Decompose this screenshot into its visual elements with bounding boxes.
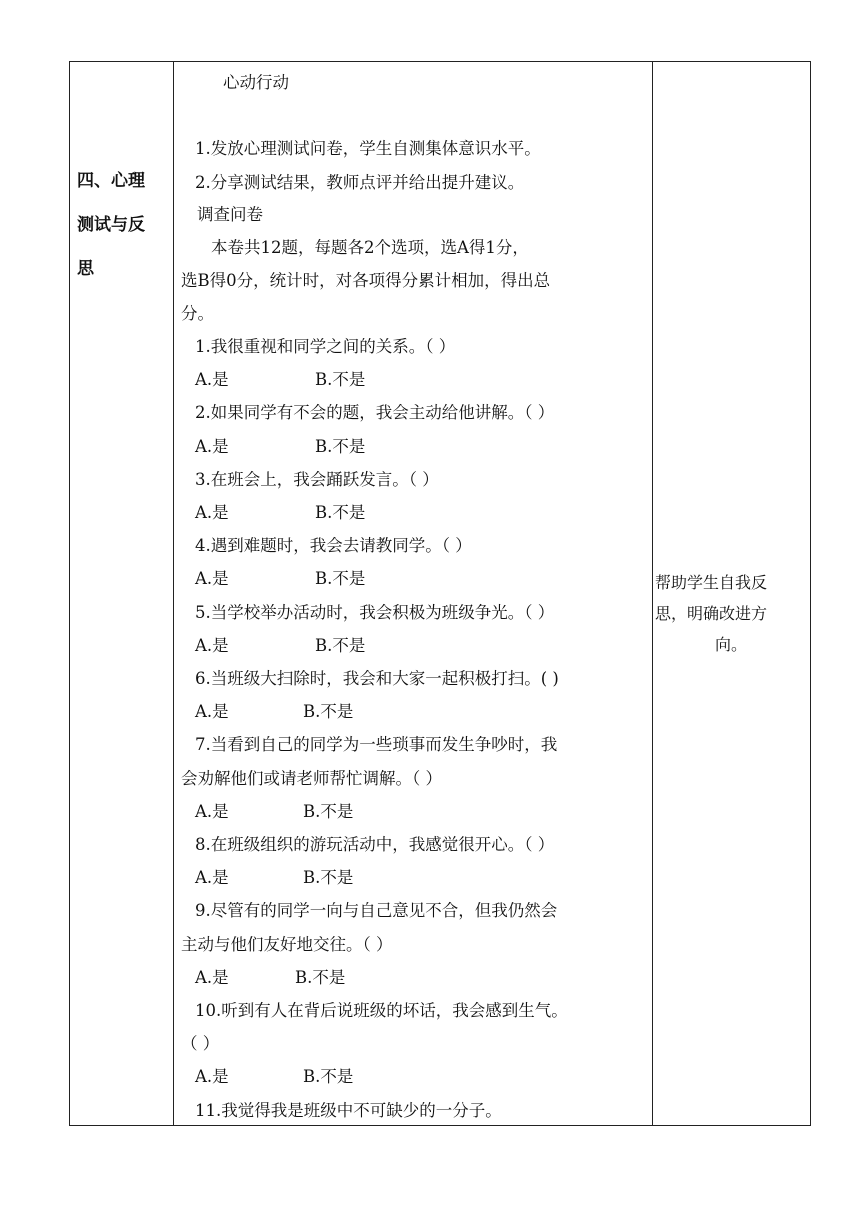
question-text: 11.我觉得我是班级中不可缺少的一分子。 bbox=[195, 1101, 502, 1120]
question-text: 6.当班级大扫除时，我会和大家一起积极打扫。( ) bbox=[195, 669, 559, 688]
question-text: 8.在班级组织的游玩活动中，我感觉很开心。（ ） bbox=[195, 835, 555, 854]
option-a: A.是 bbox=[195, 868, 229, 887]
lesson-plan-table bbox=[69, 61, 811, 1126]
table-border-right bbox=[810, 61, 811, 1126]
phase-title-cell bbox=[77, 159, 169, 291]
question-text: 4.遇到难题时，我会去请教同学。（ ） bbox=[195, 536, 472, 555]
design-intent-line: 帮助学生自我反 bbox=[655, 573, 768, 592]
question-text: 10.听到有人在背后说班级的坏话，我会感到生气。 bbox=[195, 1001, 568, 1020]
design-intent-line: 向。 bbox=[714, 635, 747, 654]
question-text: 5.当学校举办活动时，我会积极为班级争光。（ ） bbox=[195, 603, 555, 622]
questionnaire-title: 调查问卷 bbox=[197, 205, 263, 224]
question-text: 9.尽管有的同学一向与自己意见不合，但我仍然会 bbox=[195, 901, 558, 920]
questionnaire-intro-line: 分。 bbox=[181, 304, 214, 323]
option-b: B.不是 bbox=[315, 370, 366, 389]
option-b: B.不是 bbox=[315, 636, 366, 655]
phase-title-line: 思 bbox=[77, 259, 94, 279]
option-b: B.不是 bbox=[295, 968, 346, 987]
option-b: B.不是 bbox=[303, 868, 354, 887]
design-intent-line: 思，明确改进方 bbox=[655, 604, 768, 623]
option-a: A.是 bbox=[195, 1067, 229, 1086]
option-b: B.不是 bbox=[303, 1067, 354, 1086]
question-text: 会劝解他们或请老师帮忙调解。（ ） bbox=[181, 769, 442, 788]
option-b: B.不是 bbox=[315, 569, 366, 588]
step-item: 1.发放心理测试问卷，学生自测集体意识水平。 bbox=[195, 139, 541, 158]
option-b: B.不是 bbox=[315, 437, 366, 456]
section-title: 心动行动 bbox=[223, 73, 289, 92]
option-a: A.是 bbox=[195, 503, 229, 522]
option-a: A.是 bbox=[195, 370, 229, 389]
question-text: 1.我很重视和同学之间的关系。（ ） bbox=[195, 337, 456, 356]
option-a: A.是 bbox=[195, 636, 229, 655]
option-a: A.是 bbox=[195, 968, 229, 987]
table-border-bottom bbox=[69, 1125, 811, 1126]
column-divider-2 bbox=[652, 61, 653, 1126]
questionnaire-intro-line: 选B得0分，统计时，对各项得分累计相加，得出总 bbox=[181, 271, 551, 290]
option-a: A.是 bbox=[195, 437, 229, 456]
option-a: A.是 bbox=[195, 802, 229, 821]
step-item: 2.分享测试结果，教师点评并给出提升建议。 bbox=[195, 173, 525, 192]
table-border-top bbox=[69, 61, 811, 62]
design-intent-cell bbox=[655, 567, 807, 660]
question-text: 3.在班会上，我会踊跃发言。（ ） bbox=[195, 470, 439, 489]
column-divider-1 bbox=[173, 61, 174, 1126]
question-text: 2.如果同学有不会的题，我会主动给他讲解。（ ） bbox=[195, 403, 555, 422]
table-border-left bbox=[69, 61, 70, 1126]
option-b: B.不是 bbox=[303, 702, 354, 721]
questionnaire-intro-line: 本卷共12题，每题各2个选项，选A得1分， bbox=[211, 238, 529, 257]
question-text: 7.当看到自己的同学为一些琐事而发生争吵时，我 bbox=[195, 735, 558, 754]
option-b: B.不是 bbox=[303, 802, 354, 821]
question-text: （ ） bbox=[181, 1034, 220, 1053]
phase-title-line: 测试与反 bbox=[77, 215, 145, 235]
phase-title-line: 四、心理 bbox=[77, 171, 145, 191]
option-a: A.是 bbox=[195, 702, 229, 721]
question-text: 主动与他们友好地交往。（ ） bbox=[181, 935, 393, 954]
option-a: A.是 bbox=[195, 569, 229, 588]
option-b: B.不是 bbox=[315, 503, 366, 522]
